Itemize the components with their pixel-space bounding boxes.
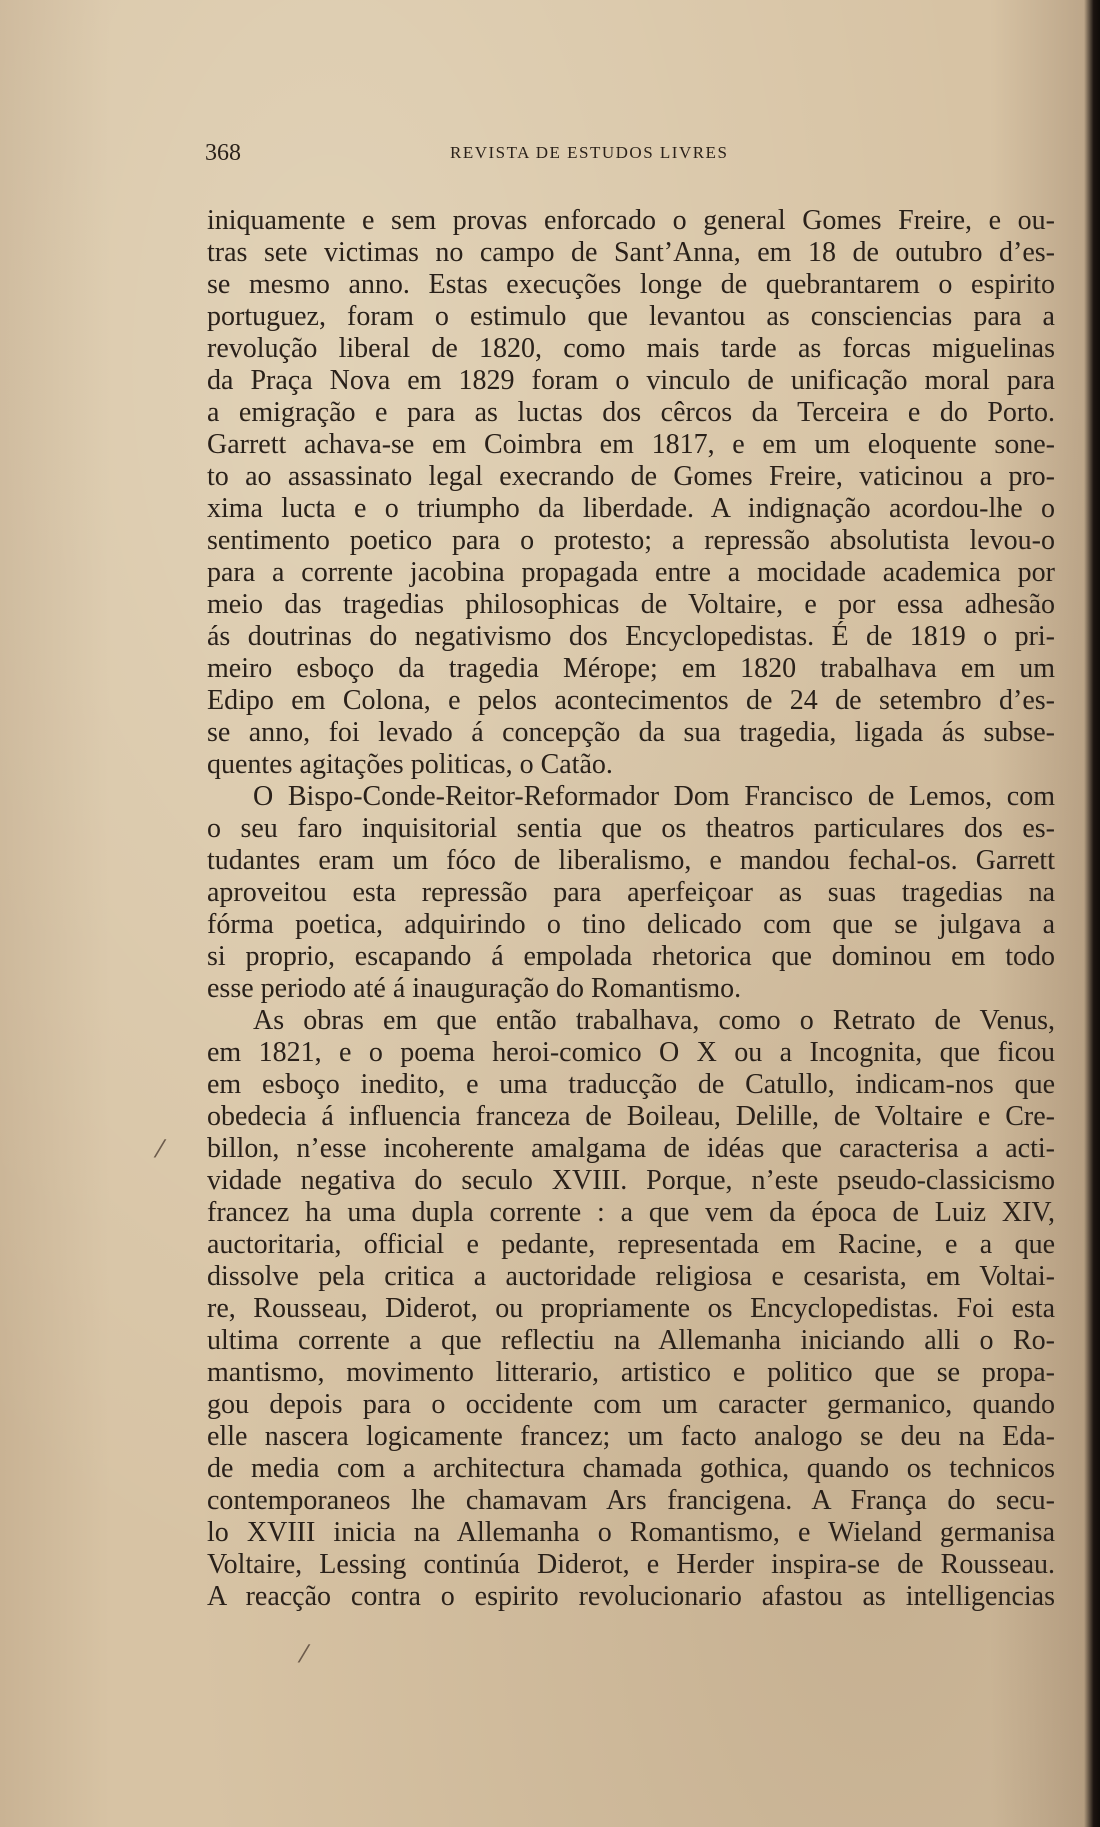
text-line: O Bispo-Conde-Reitor-Reformador Dom Francisco de Lemos, com bbox=[253, 781, 1055, 812]
text-line: vidade negativa do seculo XVIII. Porque, n’este pseudo-classicismo bbox=[207, 1165, 1055, 1196]
text-line: ás doutrinas do negativismo dos Encyclopedistas. É de 1819 o pri- bbox=[207, 621, 1055, 652]
text-line: tras sete victimas no campo de Sant’Anna, em 18 de outubro d’es- bbox=[207, 237, 1055, 268]
text-line: Voltaire, Lessing continúa Diderot, e Herder inspira-se de Rousseau. bbox=[207, 1549, 1055, 1580]
page-header bbox=[205, 140, 1055, 170]
text-line: elle nascera logicamente francez; um facto analogo se deu na Eda- bbox=[207, 1421, 1055, 1452]
text-line: billon, n’esse incoherente amalgama de idéas que caracterisa a acti- bbox=[207, 1133, 1055, 1164]
text-line: em 1821, e o poema heroi-comico O X ou a Incognita, que ficou bbox=[207, 1037, 1055, 1068]
text-line: meiro esboço da tragedia Mérope; em 1820 trabalhava em um bbox=[207, 653, 1055, 684]
text-line: ultima corrente a que reflectiu na Allemanha iniciando alli o Ro- bbox=[207, 1325, 1055, 1356]
text-line: to ao assassinato legal execrando de Gomes Freire, vaticinou a pro- bbox=[207, 461, 1055, 492]
text-line: o seu faro inquisitorial sentia que os theatros particulares dos es- bbox=[207, 813, 1055, 844]
running-head: REVISTA DE ESTUDOS LIVRES bbox=[450, 143, 729, 162]
text-line: se mesmo anno. Estas execuções longe de quebrantarem o espirito bbox=[207, 269, 1055, 300]
text-line: gou depois para o occidente com um caracter germanico, quando bbox=[207, 1389, 1055, 1420]
text-line: a emigração e para as luctas dos cêrcos da Terceira e do Porto. bbox=[207, 397, 1055, 428]
text-line: mantismo, movimento litterario, artistico e politico que se propa- bbox=[207, 1357, 1055, 1388]
text-line: lo XVIII inicia na Allemanha o Romantismo, e Wieland germanisa bbox=[207, 1517, 1055, 1548]
text-line: contemporaneos lhe chamavam Ars francigena. A França do secu- bbox=[207, 1485, 1055, 1516]
text-line: dissolve pela critica a auctoridade religiosa e cesarista, em Voltai- bbox=[207, 1261, 1055, 1292]
page-edge-shadow bbox=[1084, 0, 1100, 1827]
text-line: obedecia á influencia franceza de Boileau, Delille, de Voltaire e Cre- bbox=[207, 1101, 1055, 1132]
pencil-mark: ⁄ bbox=[158, 1135, 163, 1163]
text-line: xima lucta e o triumpho da liberdade. A indignação acordou-lhe o bbox=[207, 493, 1055, 524]
text-line: quentes agitações politicas, o Catão. bbox=[207, 749, 613, 780]
pencil-mark: ⁄ bbox=[302, 1640, 307, 1668]
text-line: Garrett achava-se em Coimbra em 1817, e em um eloquente sone- bbox=[207, 429, 1055, 460]
page-number: 368 bbox=[205, 140, 241, 166]
text-line: aproveitou esta repressão para aperfeiçoar as suas tragedias na bbox=[207, 877, 1055, 908]
text-line: fórma poetica, adquirindo o tino delicado com que se julgava a bbox=[207, 909, 1055, 940]
text-line: da Praça Nova em 1829 foram o vinculo de unificação moral para bbox=[207, 365, 1055, 396]
text-line: iniquamente e sem provas enforcado o general Gomes Freire, e ou- bbox=[207, 205, 1055, 236]
text-line: tudantes eram um fóco de liberalismo, e mandou fechal-os. Garrett bbox=[207, 845, 1055, 876]
text-line: A reacção contra o espirito revolucionario afastou as intelligencias bbox=[207, 1581, 1055, 1612]
text-line: se anno, foi levado á concepção da sua tragedia, ligada ás subse- bbox=[207, 717, 1055, 748]
body-text bbox=[207, 205, 1055, 1613]
text-line: de media com a architectura chamada gothica, quando os technicos bbox=[207, 1453, 1055, 1484]
text-line: francez ha uma dupla corrente : a que vem da época de Luiz XIV, bbox=[207, 1197, 1055, 1228]
text-line: auctoritaria, official e pedante, representada em Racine, e a que bbox=[207, 1229, 1055, 1260]
text-line: sentimento poetico para o protesto; a repressão absolutista levou-o bbox=[207, 525, 1055, 556]
text-line: para a corrente jacobina propagada entre a mocidade academica por bbox=[207, 557, 1055, 588]
text-line: esse periodo até á inauguração do Romantismo. bbox=[207, 973, 742, 1004]
text-line: re, Rousseau, Diderot, ou propriamente os Encyclopedistas. Foi esta bbox=[207, 1293, 1055, 1324]
text-line: As obras em que então trabalhava, como o Retrato de Venus, bbox=[253, 1005, 1055, 1036]
text-line: Edipo em Colona, e pelos acontecimentos de 24 de setembro d’es- bbox=[207, 685, 1055, 716]
text-line: meio das tragedias philosophicas de Voltaire, e por essa adhesão bbox=[207, 589, 1055, 620]
text-line: portuguez, foram o estimulo que levantou as consciencias para a bbox=[207, 301, 1055, 332]
text-line: revolução liberal de 1820, como mais tarde as forcas miguelinas bbox=[207, 333, 1055, 364]
text-line: em esboço inedito, e uma traducção de Catullo, indicam-nos que bbox=[207, 1069, 1055, 1100]
text-line: si proprio, escapando á empolada rhetorica que dominou em todo bbox=[207, 941, 1055, 972]
